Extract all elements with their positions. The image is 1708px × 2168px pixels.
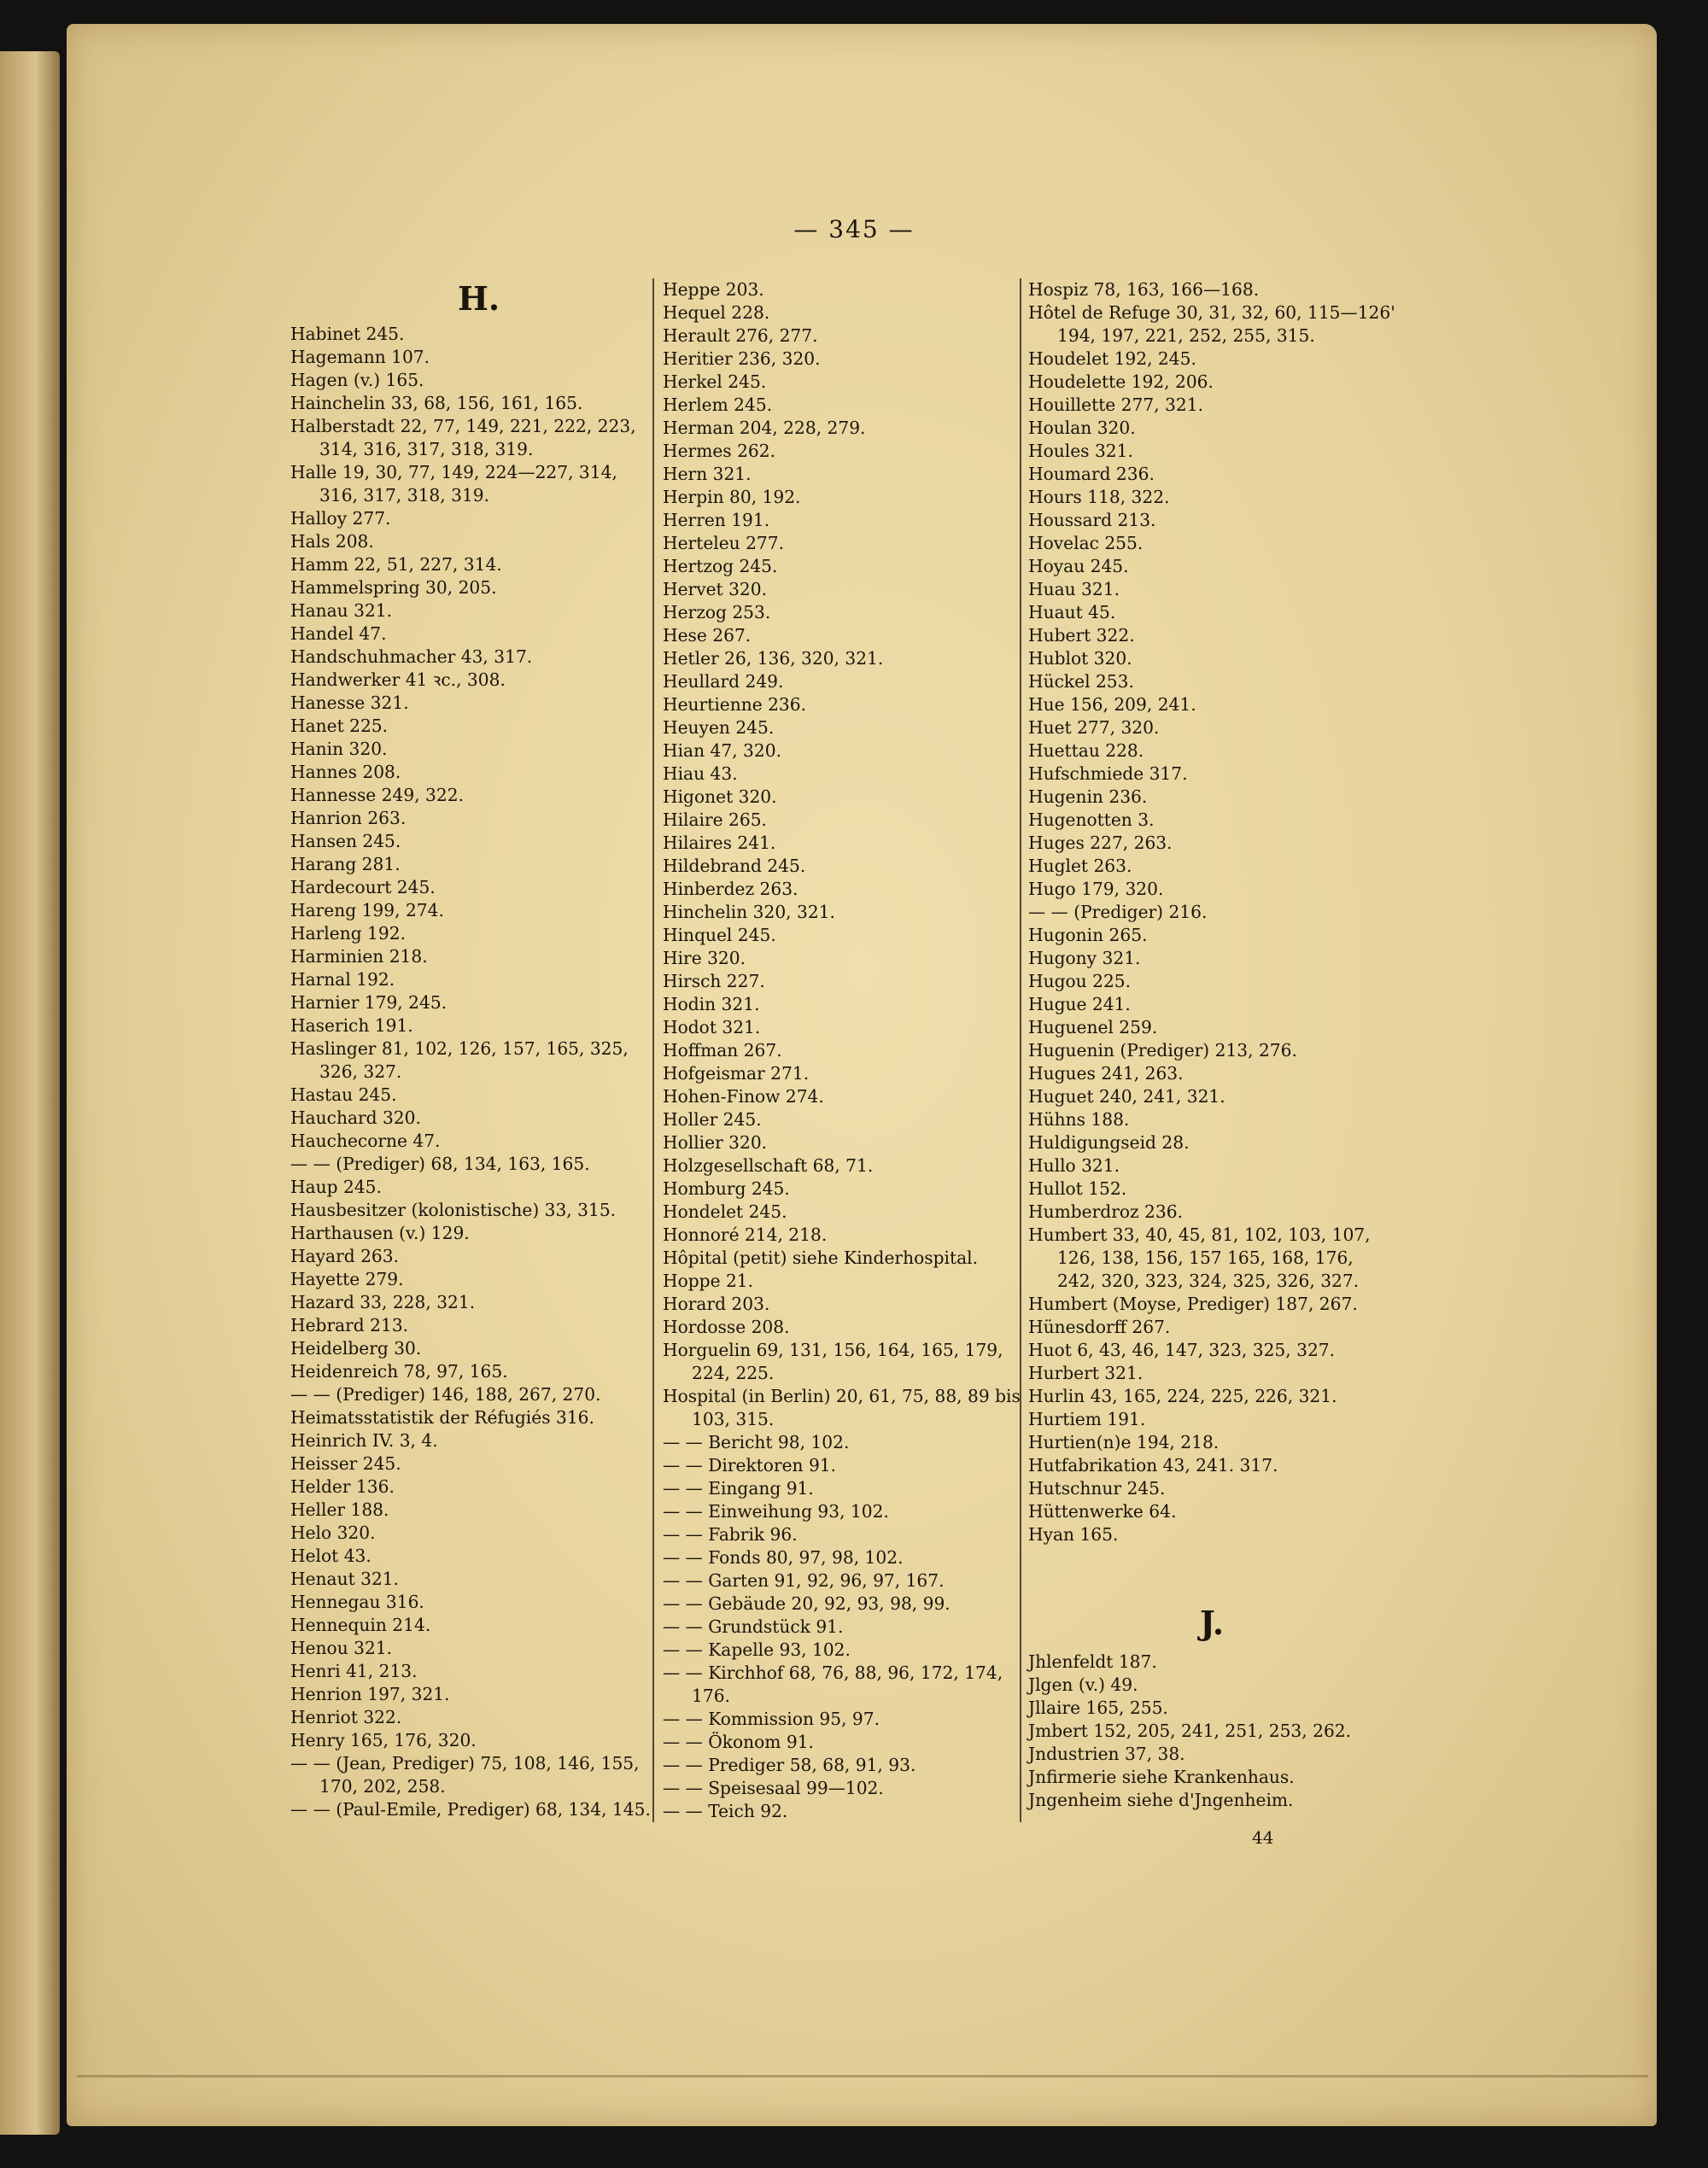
index-entry: — — (Prediger) 216.: [1028, 902, 1208, 922]
index-entry: — — Fabrik 96.: [663, 1524, 798, 1545]
sheet-signature-number: 44: [1252, 1827, 1274, 1848]
index-entry: Hours 118, 322.: [1028, 487, 1170, 507]
index-entry: — — Garten 91, 92, 96, 97, 167.: [663, 1570, 945, 1591]
index-entry: Hanau 321.: [290, 600, 393, 621]
index-entry: Herkel 245.: [663, 371, 767, 392]
index-entry: Henrion 197, 321.: [290, 1684, 450, 1704]
index-entry: Hertzog 245.: [663, 556, 778, 576]
index-entry: Hodin 321.: [663, 994, 760, 1014]
index-entry: Hervet 320.: [663, 579, 768, 599]
index-entry: Hanrion 263.: [290, 808, 407, 828]
index-entry: Henriot 322.: [290, 1707, 402, 1727]
index-entry: Hildebrand 245.: [663, 856, 806, 876]
index-entry: Hullot 152.: [1028, 1178, 1127, 1199]
index-entry: Hese 267.: [663, 625, 752, 646]
index-entry: — — Speisesaal 99—102.: [663, 1778, 884, 1798]
index-entry: Huau 321.: [1028, 579, 1120, 599]
index-entry: Hareng 199, 274.: [290, 900, 444, 920]
index-entry: Jlgen (v.) 49.: [1028, 1674, 1138, 1695]
index-entry: Hutschnur 245.: [1028, 1478, 1166, 1499]
index-entry: Henaut 321.: [290, 1569, 400, 1589]
index-entry: — — Bericht 98, 102.: [663, 1432, 850, 1452]
index-entry: Hermes 262.: [663, 441, 776, 461]
index-entry: Heisser 245.: [290, 1453, 401, 1474]
index-entry: Heimatsstatistik der Réfugiés 316.: [290, 1407, 594, 1428]
index-entry: Hurbert 321.: [1028, 1363, 1144, 1383]
index-column-3: [1028, 278, 1395, 1812]
index-entry: Hullo 321.: [1028, 1155, 1120, 1176]
index-entry: Honnoré 214, 218.: [663, 1224, 828, 1245]
index-entry: Hohen-Finow 274.: [663, 1086, 824, 1107]
index-entry: Hugonin 265.: [1028, 925, 1148, 945]
index-entry: Houdelet 192, 245.: [1028, 348, 1196, 369]
index-entry: Hublot 320.: [1028, 648, 1132, 669]
index-entry: — — Kommission 95, 97.: [663, 1709, 880, 1729]
index-entry: Hurtien(n)e 194, 218.: [1028, 1432, 1220, 1452]
index-entry: Harleng 192.: [290, 923, 406, 944]
index-entry: Hugenin 236.: [1028, 786, 1148, 807]
index-entry: Hequel 228.: [663, 302, 770, 323]
section-heading-j: J.: [1199, 1604, 1225, 1642]
index-entry: Handschuhmacher 43, 317.: [290, 646, 533, 667]
index-entry: Hansen 245.: [290, 831, 401, 851]
index-entry: — — Ökonom 91.: [663, 1732, 814, 1752]
section-heading-h: H.: [458, 279, 500, 318]
index-entry: Houmard 236.: [1028, 464, 1155, 484]
index-entry: Horguelin 69, 131, 156, 164, 165, 179, 224, 225.: [663, 1340, 1003, 1383]
index-entry: Hodot 321.: [663, 1017, 761, 1037]
index-entry: Humbert (Moyse, Prediger) 187, 267.: [1028, 1294, 1358, 1314]
index-entry: Herault 276, 277.: [663, 325, 818, 346]
index-entry: — — Teich 92.: [663, 1801, 788, 1821]
index-entry: Huglet 263.: [1028, 856, 1132, 876]
index-entry: — — Kirchhof 68, 76, 88, 96, 172, 174, 176.: [663, 1663, 1003, 1706]
index-entry: — — (Prediger) 68, 134, 163, 165.: [290, 1154, 590, 1174]
index-entry: Harnier 179, 245.: [290, 992, 447, 1013]
index-entry: Hufschmiede 317.: [1028, 763, 1188, 784]
index-entry: Huaut 45.: [1028, 602, 1116, 622]
index-entry: Hubert 322.: [1028, 625, 1135, 646]
index-entry: Hanet 225.: [290, 716, 389, 736]
index-entry: Henri 41, 213.: [290, 1661, 418, 1681]
index-entry: Hannes 208.: [290, 762, 401, 782]
index-entry: — — Grundstück 91.: [663, 1616, 844, 1637]
index-entry: Jhlenfeldt 187.: [1028, 1651, 1157, 1672]
index-entry: Houles 321.: [1028, 441, 1133, 461]
index-entry: Hofgeismar 271.: [663, 1063, 810, 1084]
index-entry: Hinquel 245.: [663, 925, 776, 945]
index-entry: Hian 47, 320.: [663, 740, 781, 761]
index-entry: Horard 203.: [663, 1294, 770, 1314]
index-entry: Heidenreich 78, 97, 165.: [290, 1361, 508, 1382]
index-entry: Hüttenwerke 64.: [1028, 1501, 1177, 1522]
index-entry: Habinet 245.: [290, 324, 405, 344]
index-entry: Jndustrien 37, 38.: [1028, 1744, 1185, 1764]
index-entry: Homburg 245.: [663, 1178, 790, 1199]
index-entry: Hetler 26, 136, 320, 321.: [663, 648, 884, 669]
index-entry: — — (Prediger) 146, 188, 267, 270.: [290, 1384, 601, 1405]
index-entry: Huges 227, 263.: [1028, 833, 1173, 853]
index-entry: Halle 19, 30, 77, 149, 224—227, 314, 316, 317, 318, 319.: [290, 462, 617, 505]
index-entry: Hirsch 227.: [663, 971, 765, 991]
index-entry: Hospital (in Berlin) 20, 61, 75, 88, 89 bis 103, 315.: [663, 1386, 1021, 1429]
index-entry: Jllaire 165, 255.: [1028, 1698, 1168, 1718]
index-entry: Hiau 43.: [663, 763, 738, 784]
index-entry: Harminien 218.: [290, 946, 428, 967]
index-entry: Hoffman 267.: [663, 1040, 782, 1061]
adjacent-page-edge: [0, 51, 60, 2135]
index-entry: Hünesdorff 267.: [1028, 1317, 1171, 1337]
index-entry: Houlan 320.: [1028, 418, 1136, 438]
index-entry: Hire 320.: [663, 948, 746, 968]
index-entry: Hardecourt 245.: [290, 877, 436, 897]
index-entry: Huguet 240, 241, 321.: [1028, 1086, 1225, 1107]
index-entry: Helo 320.: [290, 1522, 376, 1543]
index-entry: Hordosse 208.: [663, 1317, 790, 1337]
index-entry: Hugenotten 3.: [1028, 809, 1155, 830]
index-entry: Houillette 277, 321.: [1028, 394, 1203, 415]
index-entry: Heurtienne 236.: [663, 694, 807, 715]
index-entry: Houssard 213.: [1028, 510, 1156, 530]
index-entry: Henou 321.: [290, 1638, 393, 1658]
index-entry: Hamm 22, 51, 227, 314.: [290, 554, 502, 575]
index-entry: Huot 6, 43, 46, 147, 323, 325, 327.: [1028, 1340, 1336, 1360]
index-entry: Humbert 33, 40, 45, 81, 102, 103, 107, 126, 138, 156, 157 165, 168, 176, 242, 320, 323, 324, 325, 326, 327.: [1028, 1224, 1371, 1291]
index-entry: Hugue 241.: [1028, 994, 1131, 1014]
index-entry: — — (Paul-Emile, Prediger) 68, 134, 145.: [290, 1799, 651, 1820]
index-entry: Hôtel de Refuge 30, 31, 32, 60, 115—126' 194, 197, 221, 252, 255, 315.: [1028, 302, 1395, 346]
index-entry: — — Kapelle 93, 102.: [663, 1639, 851, 1660]
index-entry: Hückel 253.: [1028, 671, 1134, 692]
index-entry: Herteleu 277.: [663, 533, 785, 553]
index-entry: Heinrich IV. 3, 4.: [290, 1430, 438, 1451]
page-fold-crease: [77, 2075, 1648, 2077]
index-entry: Hoyau 245.: [1028, 556, 1129, 576]
index-entry: Hazard 33, 228, 321.: [290, 1292, 476, 1312]
index-entry: Jngenheim siehe d'Jngenheim.: [1028, 1790, 1294, 1810]
index-entry: Herzog 253.: [663, 602, 771, 622]
index-entry: Hayard 263.: [290, 1246, 400, 1266]
index-entry: Harnal 192.: [290, 969, 395, 990]
index-entry: Hennequin 214.: [290, 1615, 431, 1635]
index-entry: — — Eingang 91.: [663, 1478, 814, 1499]
page-number: — 345 —: [793, 215, 915, 243]
index-entry: Hern 321.: [663, 464, 752, 484]
index-entry: Heller 188.: [290, 1499, 389, 1520]
index-entry: Humberdroz 236.: [1028, 1201, 1183, 1222]
index-entry: Jnfirmerie siehe Krankenhaus.: [1028, 1767, 1295, 1787]
index-entry: Herren 191.: [663, 510, 770, 530]
index-entry: Hospiz 78, 163, 166—168.: [1028, 279, 1260, 300]
index-entry: Hugues 241, 263.: [1028, 1063, 1184, 1084]
index-column-1: [290, 278, 658, 1821]
index-entry: Herman 204, 228, 279.: [663, 418, 866, 438]
index-entry: Helder 136.: [290, 1476, 395, 1497]
index-entry: Huguenel 259.: [1028, 1017, 1158, 1037]
index-entry: Hutfabrikation 43, 241. 317.: [1028, 1455, 1278, 1476]
index-entry: Hue 156, 209, 241.: [1028, 694, 1196, 715]
index-entry: Hugo 179, 320.: [1028, 879, 1164, 899]
entry-list: [1028, 278, 1395, 1546]
index-entry: Heidelberg 30.: [290, 1338, 422, 1359]
index-entry: Haserich 191.: [290, 1015, 413, 1036]
index-entry: Heritier 236, 320.: [663, 348, 821, 369]
index-entry: Jmbert 152, 205, 241, 251, 253, 262.: [1028, 1721, 1352, 1741]
index-entry: Herpin 80, 192.: [663, 487, 801, 507]
index-entry: — — Direktoren 91.: [663, 1455, 837, 1476]
index-entry: Heppe 203.: [663, 279, 764, 300]
index-entry: Halloy 277.: [290, 508, 391, 529]
index-entry: Hovelac 255.: [1028, 533, 1144, 553]
index-entry: Hauchecorne 47.: [290, 1131, 441, 1151]
index-entry: Handel 47.: [290, 623, 387, 644]
index-entry: Hilaires 241.: [663, 833, 776, 853]
index-entry: Hilaire 265.: [663, 809, 767, 830]
index-entry: Huldigungseid 28.: [1028, 1132, 1190, 1153]
index-entry: Hôpital (petit) siehe Kinderhospital.: [663, 1248, 978, 1268]
index-entry: Huguenin (Prediger) 213, 276.: [1028, 1040, 1297, 1061]
index-entry: Hayette 279.: [290, 1269, 404, 1289]
index-entry: Hinberdez 263.: [663, 879, 798, 899]
index-entry: Hagemann 107.: [290, 347, 430, 367]
index-entry: Hondelet 245.: [663, 1201, 787, 1222]
index-entry: Handwerker 41 ꝛc., 308.: [290, 669, 506, 690]
index-entry: — — Fonds 80, 97, 98, 102.: [663, 1547, 904, 1568]
index-entry: Holzgesellschaft 68, 71.: [663, 1155, 874, 1176]
index-entry: Herlem 245.: [663, 394, 773, 415]
index-entry: Haup 245.: [290, 1177, 382, 1197]
index-entry: Hammelspring 30, 205.: [290, 577, 497, 598]
index-entry: Hanin 320.: [290, 739, 388, 759]
index-entry: Hainchelin 33, 68, 156, 161, 165.: [290, 393, 583, 413]
index-entry: Hastau 245.: [290, 1084, 397, 1105]
index-entry: Hennegau 316.: [290, 1592, 424, 1612]
index-entry: Hals 208.: [290, 531, 374, 552]
index-entry: Hugou 225.: [1028, 971, 1132, 991]
index-entry: Hurlin 43, 165, 224, 225, 226, 321.: [1028, 1386, 1337, 1406]
index-entry: Hausbesitzer (kolonistische) 33, 315.: [290, 1200, 617, 1220]
index-entry: Harthausen (v.) 129.: [290, 1223, 470, 1243]
index-entry: Higonet 320.: [663, 786, 777, 807]
index-entry: Henry 165, 176, 320.: [290, 1730, 477, 1750]
index-entry: Huet 277, 320.: [1028, 717, 1160, 738]
index-entry: — — (Jean, Prediger) 75, 108, 146, 155, 170, 202, 258.: [290, 1753, 640, 1797]
index-entry: Hanesse 321.: [290, 692, 409, 713]
index-entry: Haslinger 81, 102, 126, 157, 165, 325, 326, 327.: [290, 1038, 629, 1082]
index-entry: — — Einweihung 93, 102.: [663, 1501, 889, 1522]
entry-list: [290, 323, 658, 1821]
index-entry: Huettau 228.: [1028, 740, 1144, 761]
index-entry: Hebrard 213.: [290, 1315, 409, 1335]
index-entry: Hurtiem 191.: [1028, 1409, 1146, 1429]
entry-list: [1028, 1651, 1395, 1812]
index-column-2: [663, 278, 1030, 1823]
entry-list: [663, 278, 1030, 1823]
index-entry: Heuyen 245.: [663, 717, 775, 738]
index-entry: Hollier 320.: [663, 1132, 768, 1153]
index-entry: Holler 245.: [663, 1109, 762, 1130]
index-entry: — — Prediger 58, 68, 91, 93.: [663, 1755, 916, 1775]
index-entry: Hagen (v.) 165.: [290, 370, 424, 390]
index-entry: Hyan 165.: [1028, 1524, 1119, 1545]
index-entry: Hannesse 249, 322.: [290, 785, 464, 805]
index-entry: Houdelette 192, 206.: [1028, 371, 1214, 392]
index-entry: Helot 43.: [290, 1546, 371, 1566]
index-entry: Hoppe 21.: [663, 1271, 754, 1291]
index-entry: Halberstadt 22, 77, 149, 221, 222, 223, 314, 316, 317, 318, 319.: [290, 416, 636, 459]
index-entry: Hinchelin 320, 321.: [663, 902, 835, 922]
index-entry: Hugony 321.: [1028, 948, 1141, 968]
index-entry: Hauchard 320.: [290, 1107, 421, 1128]
index-entry: Hühns 188.: [1028, 1109, 1130, 1130]
index-entry: Harang 281.: [290, 854, 401, 874]
index-entry: Heullard 249.: [663, 671, 784, 692]
index-entry: — — Gebäude 20, 92, 93, 98, 99.: [663, 1593, 951, 1614]
